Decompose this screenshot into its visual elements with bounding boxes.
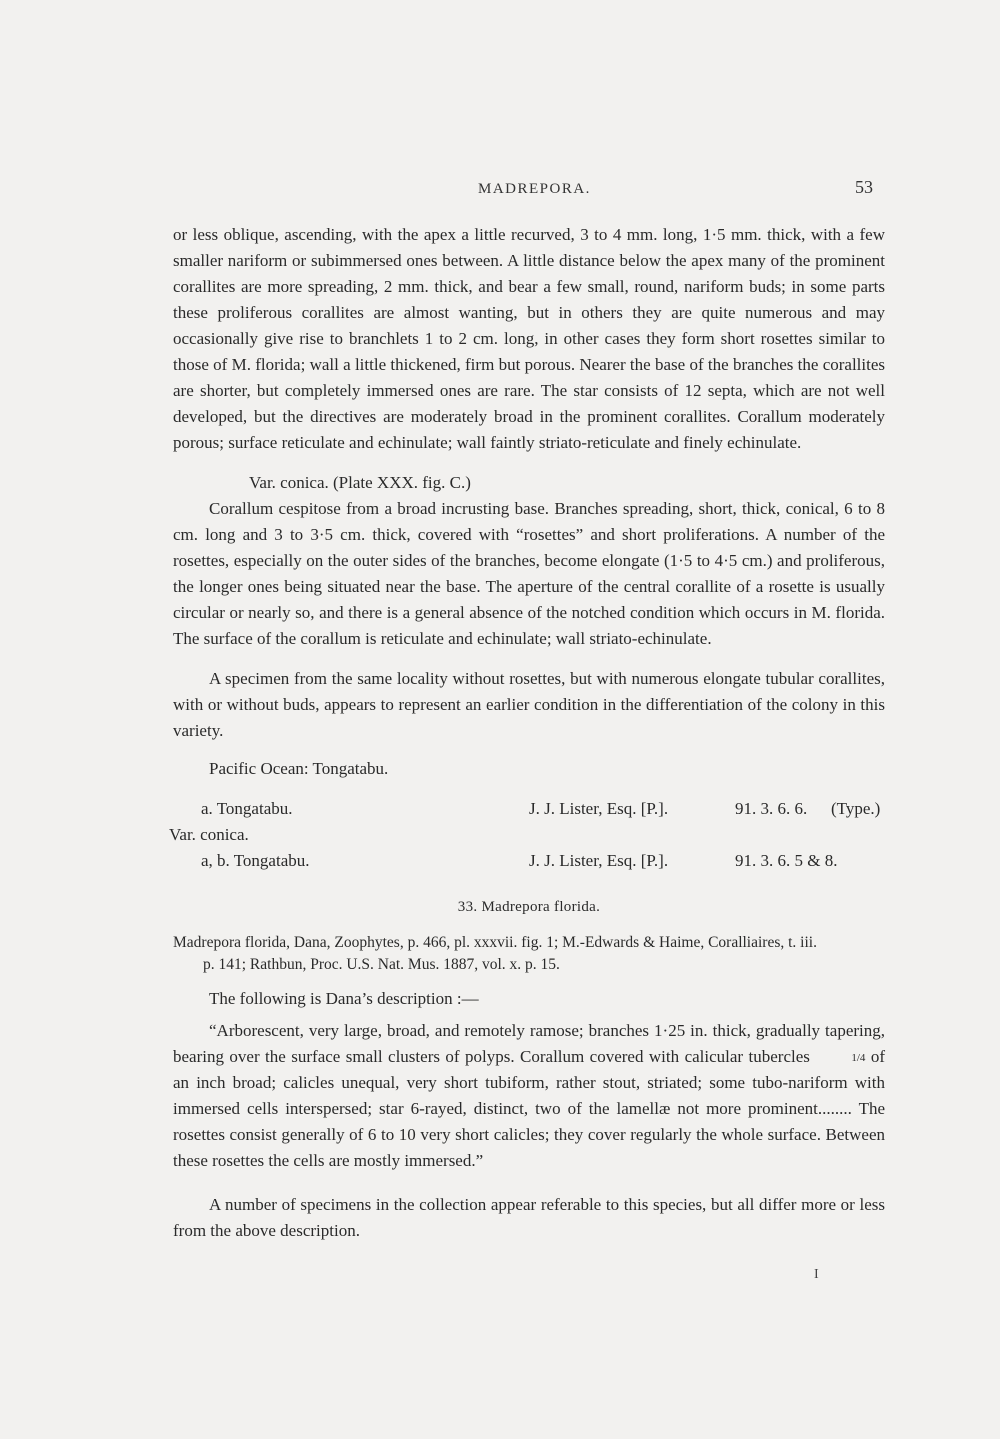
synonymy-block <box>173 932 885 976</box>
dana-quote <box>173 1018 885 1174</box>
specimen-collector: J. J. Lister, Esq. [P.]. <box>529 799 669 818</box>
specimen-label: a, b. Tongatabu. <box>201 851 310 870</box>
specimen-collector: J. J. Lister, Esq. [P.]. <box>529 851 669 870</box>
specimen-type-note: (Type.) <box>831 799 881 818</box>
closing-paragraph: A number of specimens in the collection appear referable to this species, but all differ more or less from the above description. <box>173 1195 885 1240</box>
description-intro: The following is Dana’s description :— <box>209 989 479 1008</box>
specimen-register: 91. 3. 6. 5 & 8. <box>735 851 838 870</box>
specimen-list <box>169 796 885 874</box>
specimen-row <box>173 848 885 874</box>
species-heading: 33. Madrepora florida. <box>457 899 601 915</box>
signature-mark: I <box>814 1267 819 1282</box>
specimen-variety-label <box>169 822 885 848</box>
variety-name: Var. conica. <box>169 825 249 844</box>
running-title: MADREPORA. <box>478 181 591 197</box>
synonymy-line-1: Madrepora florida, Dana, Zoophytes, p. 466, pl. xxxvii. fig. 1; M.-Edwards & Haime, Coralliaires, t. iii. <box>173 934 817 951</box>
paragraph-specimen-note: A specimen from the same locality without rosettes, but with numerous elongate tubular corallites, with or without buds, appears to represent an earlier condition in the differentiation of the colony in this variety. <box>173 669 885 740</box>
running-head <box>0 176 1000 200</box>
quote-part-b: of an inch broad; calicles unequal, very short tubiform, rather stout, striated; some tubo-nariform with immersed cells interspersed; star 6-rayed, distinct, two of the lamellæ not more prominent........ The rosettes consist generally of 6 to 10 very short calicles; they cover regularly the whole surface. Between these rosettes the cells are mostly immersed.” <box>173 1047 885 1170</box>
paragraph-continued-description: or less oblique, ascending, with the apex a little recurved, 3 to 4 mm. long, 1·5 mm. thick, with a few smaller nariform or subimmersed ones between. A little distance below the apex many of the prominent corallites are more spreading, 2 mm. thick, and bear a few small, round, nariform buds; in some parts these proliferous corallites are almost wanting, but in others they are quite numerous and may occasionally give rise to branchlets 1 to 2 cm. long, in other cases they form short rosettes similar to those of M. florida; wall a little thickened, firm but porous. Nearer the base of the branches the corallites are shorter, but completely immersed ones are rare. The star consists of 12 septa, which are not well developed, but the directives are moderately broad in the prominent corallites. Corallum moderately porous; surface reticulate and echinulate; wall faintly striato-reticulate and finely echinulate. <box>173 225 885 452</box>
quote-part-a: “Arborescent, very large, broad, and remotely ramose; branches 1·25 in. thick, gradually tapering, bearing over the surface small clusters of polyps. Corallum covered with calicular tubercles <box>173 1021 885 1066</box>
paragraph-variety-description: Corallum cespitose from a broad incrusting base. Branches spreading, short, thick, conical, 6 to 8 cm. long and 3 to 3·5 cm. thick, covered with “rosettes” and short proliferations. A number of the rosettes, especially on the outer sides of the branches, become elongate (1·5 to 4·5 cm.) and proliferous, the longer ones being situated near the base. The aperture of the central corallite of a rosette is usually circular or nearly so, and there is a general absence of the notched condition which occurs in M. florida. The surface of the corallum is reticulate and echinulate; wall striato-echinulate. <box>173 499 885 648</box>
specimen-row <box>173 796 885 822</box>
specimen-label: a. Tongatabu. <box>201 799 293 818</box>
synonymy-line-2: p. 141; Rathbun, Proc. U.S. Nat. Mus. 1887, vol. x. p. 15. <box>203 956 560 973</box>
quarter-fraction: 1/4 <box>851 1052 866 1065</box>
page-body <box>169 222 885 1244</box>
locality-line: Pacific Ocean: Tongatabu. <box>209 759 389 778</box>
page-number: 53 <box>855 177 873 197</box>
specimen-register: 91. 3. 6. 6. <box>735 799 808 818</box>
variety-heading: Var. conica. (Plate XXX. fig. C.) <box>249 473 471 492</box>
